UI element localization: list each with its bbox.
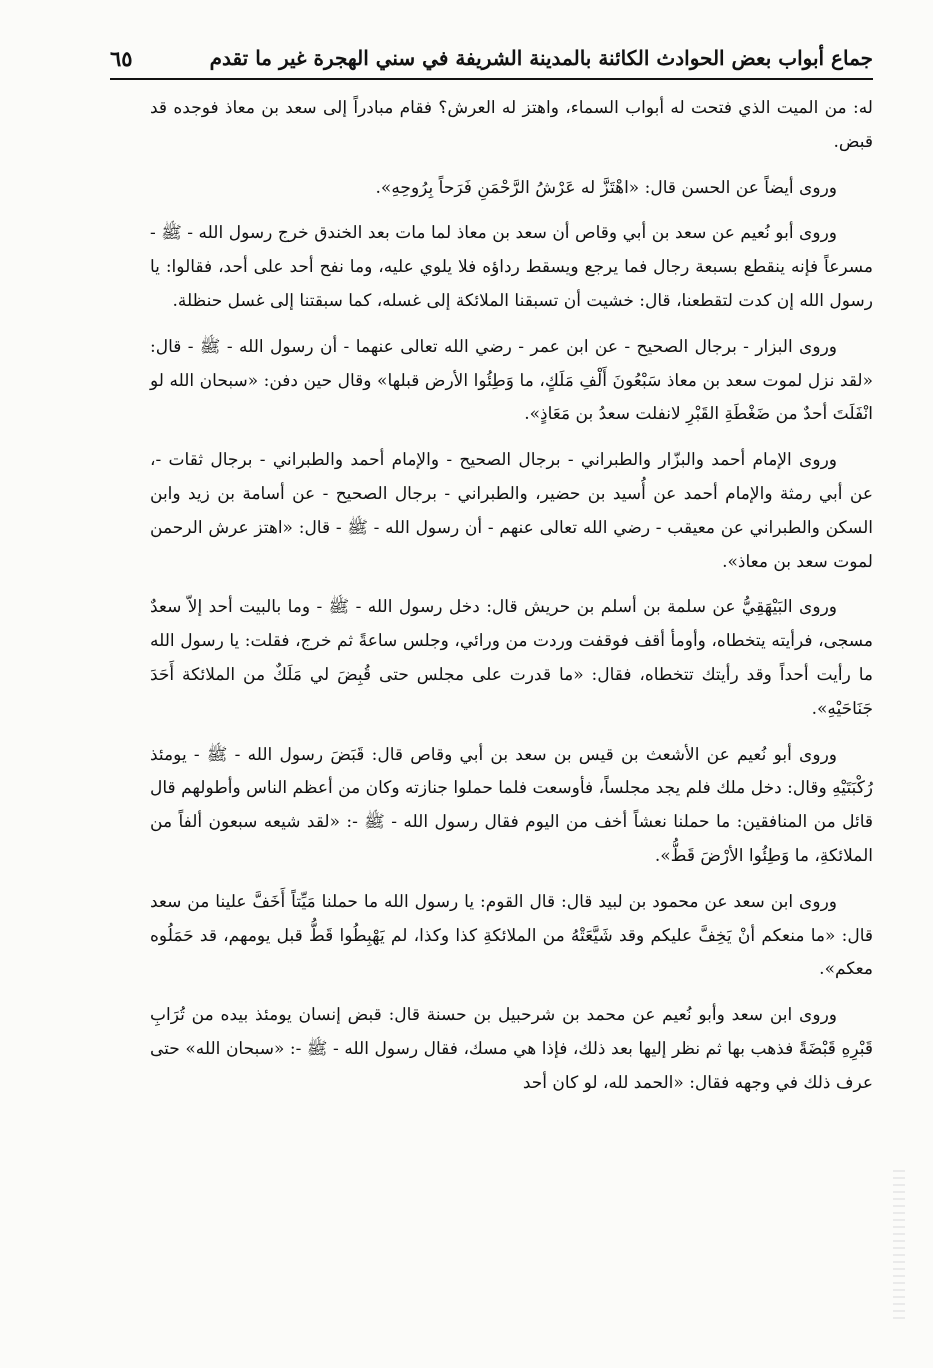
paragraph-2: وروى أيضاً عن الحسن قال: «اهْتَزَّ له عَرْشُ الرَّحْمَنِ فَرَحاً بِرُوحِهِ». (375, 177, 837, 198)
paragraph-3: وروى أبو نُعيم عن سعد بن أبي وقاص أن سعد بن معاذ لما مات بعد الخندق خرج رسول الله - ﷺ - مسرعاً فإنه ينقطع بسبعة رجال فما يرجع ويسقط رداؤه فلا يلوي عليه، وما نفح أحد على أحد، فقالوا: يا رسول الله إن كدت لتقطعنا، قال: خشيت أن تسبقنا الملائكة إلى غسله، كما سبقتنا إلى غسل حنظلة. (150, 223, 873, 311)
paragraph-4: وروى البزار - برجال الصحيح - عن ابن عمر - رضي الله تعالى عنهما - أن رسول الله - ﷺ - قال: «لقد نزل لموت سعد بن معاذ سَبْعُونَ أَلْفِ مَلَكٍ، ما وَطِئُوا الأرض قبلها» وقال حين دفن: «سبحان الله لو انْفَلَتَ أحدٌ من ضَغْطَةِ القَبْرِ لانفلت سعدُ بن مَعَاذٍ». (150, 336, 873, 425)
running-header (110, 38, 873, 80)
paragraph-5: وروى الإمام أحمد والبزّار والطبراني - برجال الصحيح - والإمام أحمد والطبراني - برجال ثقات -، عن أبي رمثة والإمام أحمد عن أُسيد بن حضير، والطبراني - برجال الصحيح - عن أسامة بن زيد وابن السكن والطبراني عن معيقب - رضي الله تعالى عنهم - أن رسول الله - ﷺ - قال: «اهتز عرش الرحمن لموت سعد بن معاذ». (150, 450, 873, 572)
page-number: ٦٥ (110, 45, 133, 71)
paragraph-1: له: من الميت الذي فتحت له أبواب السماء، واهتز له العرش؟ فقام مبادراً إلى سعد بن معاذ فوجده قد قبض. (150, 98, 873, 152)
page-body (150, 92, 873, 1113)
paragraph-7: وروى أبو نُعيم عن الأشعث بن قيس بن سعد بن أبي وقاص قال: قَبَضَ رسول الله - ﷺ - يومئذ رُكْبَتَيْهِ وقال: دخل ملك فلم يجد مجلساً، فأوسعت فلما حملوا جنازته وكان من أعظم الناس وأطولهم قال قائل من المنافقين: ما حملنا نعشاً أخف من اليوم فقال رسول الله - ﷺ -: «لقد شيعه سبعون ألفاً من الملائكةِ، ما وَطِئُوا الأرْضَ قَطُّ». (150, 744, 873, 866)
paragraph-6: وروى البَيْهَقِيُّ عن سلمة بن أسلم بن حريش قال: دخل رسول الله - ﷺ - وما بالبيت أحد إلاّ سعدٌ مسجى، فرأيته يتخطاه، وأومأ أقف فوقفت وردت من ورائي، وجلس ساعةً ثم خرج، فقلت: يا رسول الله ما رأيت أحداً وقد رأيتك تتخطاه، فقال: «ما قدرت على مجلس حتى قُبِضَ لي مَلَكٌ من الملائكة أَحَدَ جَنَاحَيْهِ». (150, 597, 873, 719)
chapter-title: جماع أبواب بعض الحوادث الكائنة بالمدينة الشريفة في سني الهجرة غير ما تقدم (209, 46, 873, 70)
paragraph-8: وروى ابن سعد عن محمود بن لبيد قال: قال القوم: يا رسول الله ما حملنا مَيِّتاً أَخَفَّ علينا من سعد قال: «ما منعكم أنْ يَخِفَّ عليكم وقد شَيَّعَتْهُ من الملائكةِ كذا وكذا، لم يَهْبِطُوا قَطُّ قبل يومهم، قد حَمَلُوه معكم». (150, 891, 873, 980)
paragraph-9: وروى ابن سعد وأبو نُعيم عن محمد بن شرحبيل بن حسنة قال: قبض إنسان يومئذ بيده من تُرَابِ قَبْرِهِ قَبْضَةً فذهب بها ثم نظر إليها بعد ذلك، فإذا هي مسك، فقال رسول الله - ﷺ -: «سبحان الله» حتى عرف ذلك في وجهه فقال: «الحمد لله، لو كان أحد (150, 1005, 873, 1093)
scan-edge-artifact (893, 1170, 905, 1320)
